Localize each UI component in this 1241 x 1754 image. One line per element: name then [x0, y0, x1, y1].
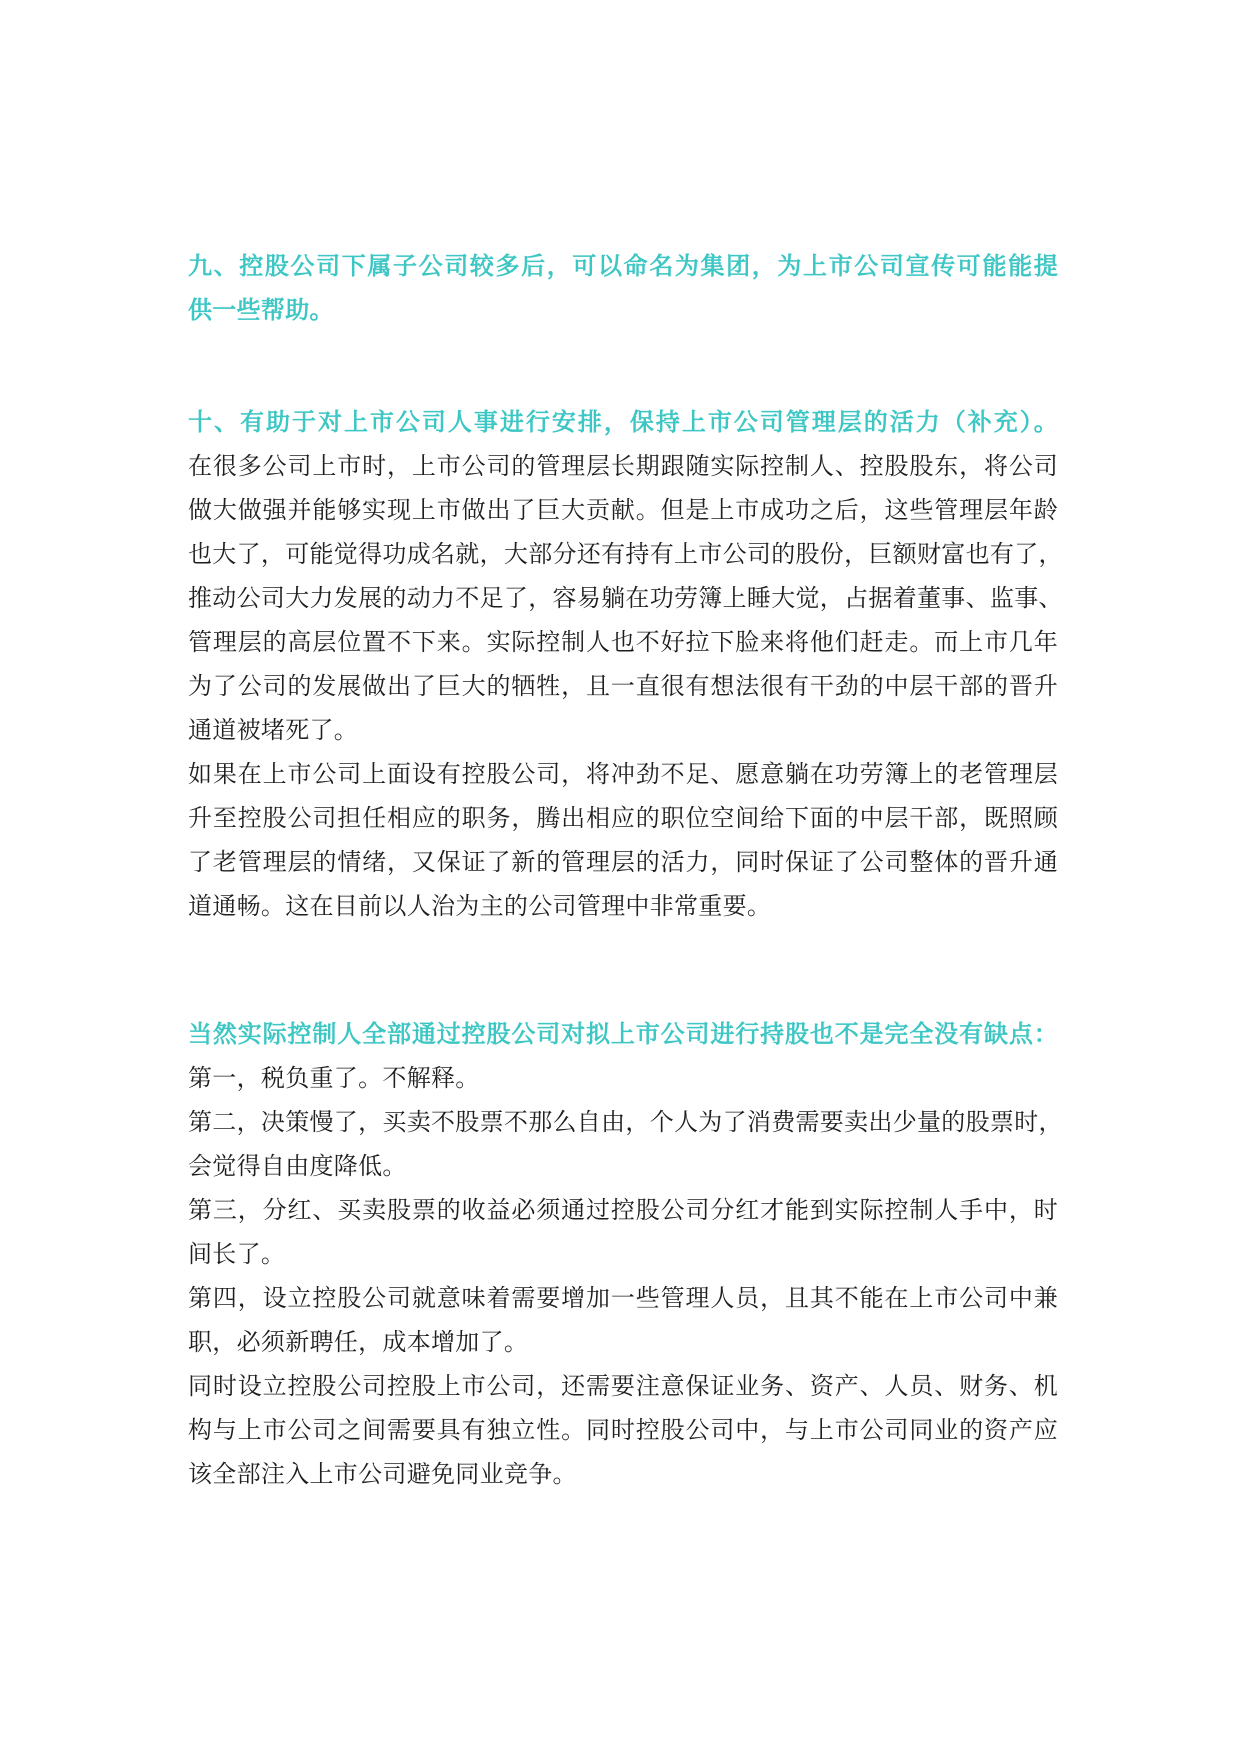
body-line: 做大做强并能够实现上市做出了巨大贡献。但是上市成功之后，这些管理层年龄 — [188, 496, 1058, 524]
body-line: 第一，税负重了。不解释。 — [188, 1064, 480, 1092]
body-line: 道通畅。这在目前以人治为主的公司管理中非常重要。 — [188, 892, 772, 920]
body-line: 为了公司的发展做出了巨大的牺牲，且一直很有想法很有干劲的中层干部的晋升 — [188, 672, 1058, 700]
body-line: 会觉得自由度降低。 — [188, 1152, 407, 1180]
body-line: 也大了，可能觉得功成名就，大部分还有持有上市公司的股份，巨额财富也有了， — [188, 540, 1063, 568]
body-line: 管理层的高层位置不下来。实际控制人也不好拉下脸来将他们赶走。而上市几年 — [188, 628, 1058, 656]
section-heading-disadvantages — [188, 1012, 1058, 1056]
body-line: 构与上市公司之间需要具有独立性。同时控股公司中，与上市公司同业的资产应 — [188, 1416, 1058, 1444]
section-heading-9 — [188, 244, 1058, 332]
body-line: 间长了。 — [188, 1240, 286, 1268]
document-page — [188, 244, 1063, 1496]
body-line: 通道被堵死了。 — [188, 716, 359, 744]
heading-line: 当然实际控制人全部通过控股公司对拟上市公司进行持股也不是完全没有缺点： — [188, 1020, 1058, 1048]
heading-line: 十、有助于对上市公司人事进行安排，保持上市公司管理层的活力（补充）。 — [188, 408, 1058, 436]
body-line: 第二，决策慢了，买卖不股票不那么自由，个人为了消费需要卖出少量的股票时， — [188, 1108, 1063, 1136]
body-line: 该全部注入上市公司避免同业竞争。 — [188, 1460, 577, 1488]
body-line: 推动公司大力发展的动力不足了，容易躺在功劳簿上睡大觉，占据着董事、监事、 — [188, 584, 1063, 612]
body-line: 同时设立控股公司控股上市公司，还需要注意保证业务、资产、人员、财务、机 — [188, 1372, 1058, 1400]
body-line: 升至控股公司担任相应的职务，腾出相应的职位空间给下面的中层干部，既照顾 — [188, 804, 1058, 832]
section-heading-10 — [188, 400, 1058, 444]
heading-line: 九、控股公司下属子公司较多后，可以命名为集团，为上市公司宣传可能能提 — [188, 252, 1058, 280]
body-line: 第三，分红、买卖股票的收益必须通过控股公司分红才能到实际控制人手中，时 — [188, 1196, 1058, 1224]
body-line: 职，必须新聘任，成本增加了。 — [188, 1328, 529, 1356]
section-body-disadvantages — [188, 1056, 1063, 1496]
body-line: 第四，设立控股公司就意味着需要增加一些管理人员，且其不能在上市公司中兼 — [188, 1284, 1058, 1312]
body-line: 在很多公司上市时，上市公司的管理层长期跟随实际控制人、控股股东，将公司 — [188, 452, 1058, 480]
body-line: 如果在上市公司上面设有控股公司，将冲劲不足、愿意躺在功劳簿上的老管理层 — [188, 760, 1058, 788]
section-body-10 — [188, 444, 1063, 928]
heading-line: 供一些帮助。 — [188, 296, 334, 324]
body-line: 了老管理层的情绪，又保证了新的管理层的活力，同时保证了公司整体的晋升通 — [188, 848, 1058, 876]
